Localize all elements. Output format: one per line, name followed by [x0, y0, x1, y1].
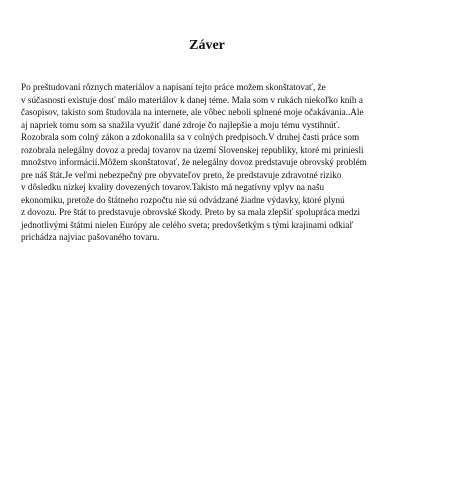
paragraph-line: jednotlivými štátmi nielen Európy ale celého sveta; predovšetkým s tými krajinami odkiaľ: [21, 219, 354, 230]
paragraph-line: rozobrala nelegálny dovoz a predaj tovarov na území Slovenskej republiky, ktoré mi priniesli: [21, 144, 364, 155]
paragraph-line: v dôsledku nízkej kvality dovezených tovarov.Takisto má negatívny vplyv na našu: [21, 182, 325, 192]
paragraph-line: aj napriek tomu som sa snažila využiť dané zdroje čo najlepšie a moju tému vystihnúť.: [21, 119, 340, 130]
paragraph-line: časopisov, takisto som študovala na internete, ale vôbec neboli splnené moje očakávania..Ale: [21, 107, 364, 117]
paragraph-line: pre náš štát.Je veľmi nebezpečný pre obyvateľov preto, že predstavuje zdravotné riziko: [21, 169, 342, 180]
document-title: Záver: [189, 38, 225, 53]
conclusion-paragraph: [21, 81, 451, 244]
paragraph-line: Rozobrala som colný zákon a zdokonalila sa v colných predpisoch.V druhej časti práce som: [21, 132, 360, 142]
paragraph-line: Po preštudovaní rôznych materiálov a napísaní tejto práce možem skonštatovať, že: [21, 82, 326, 92]
paragraph-line: ekonomiku, pretože do štátneho rozpočtu nie sú odvádzané žiadne výdavky, ktoré plynú: [21, 194, 345, 205]
paragraph-line: v súčasnosti existuje dosť málo materiálov k danej téme. Mala som v rukách niekoľko kníh a: [21, 94, 363, 105]
paragraph-line: množstvo informácií.Môžem skonštatovať, že nelegálny dovoz predstavuje obrovský problém: [21, 157, 367, 167]
paragraph-line: z dovozu. Pre štát to predstavuje obrovské škody. Preto by sa mala zlepšiť spolupráca medzi: [21, 207, 361, 217]
paragraph-line: prichádza najviac pašovaného tovaru.: [21, 232, 160, 242]
